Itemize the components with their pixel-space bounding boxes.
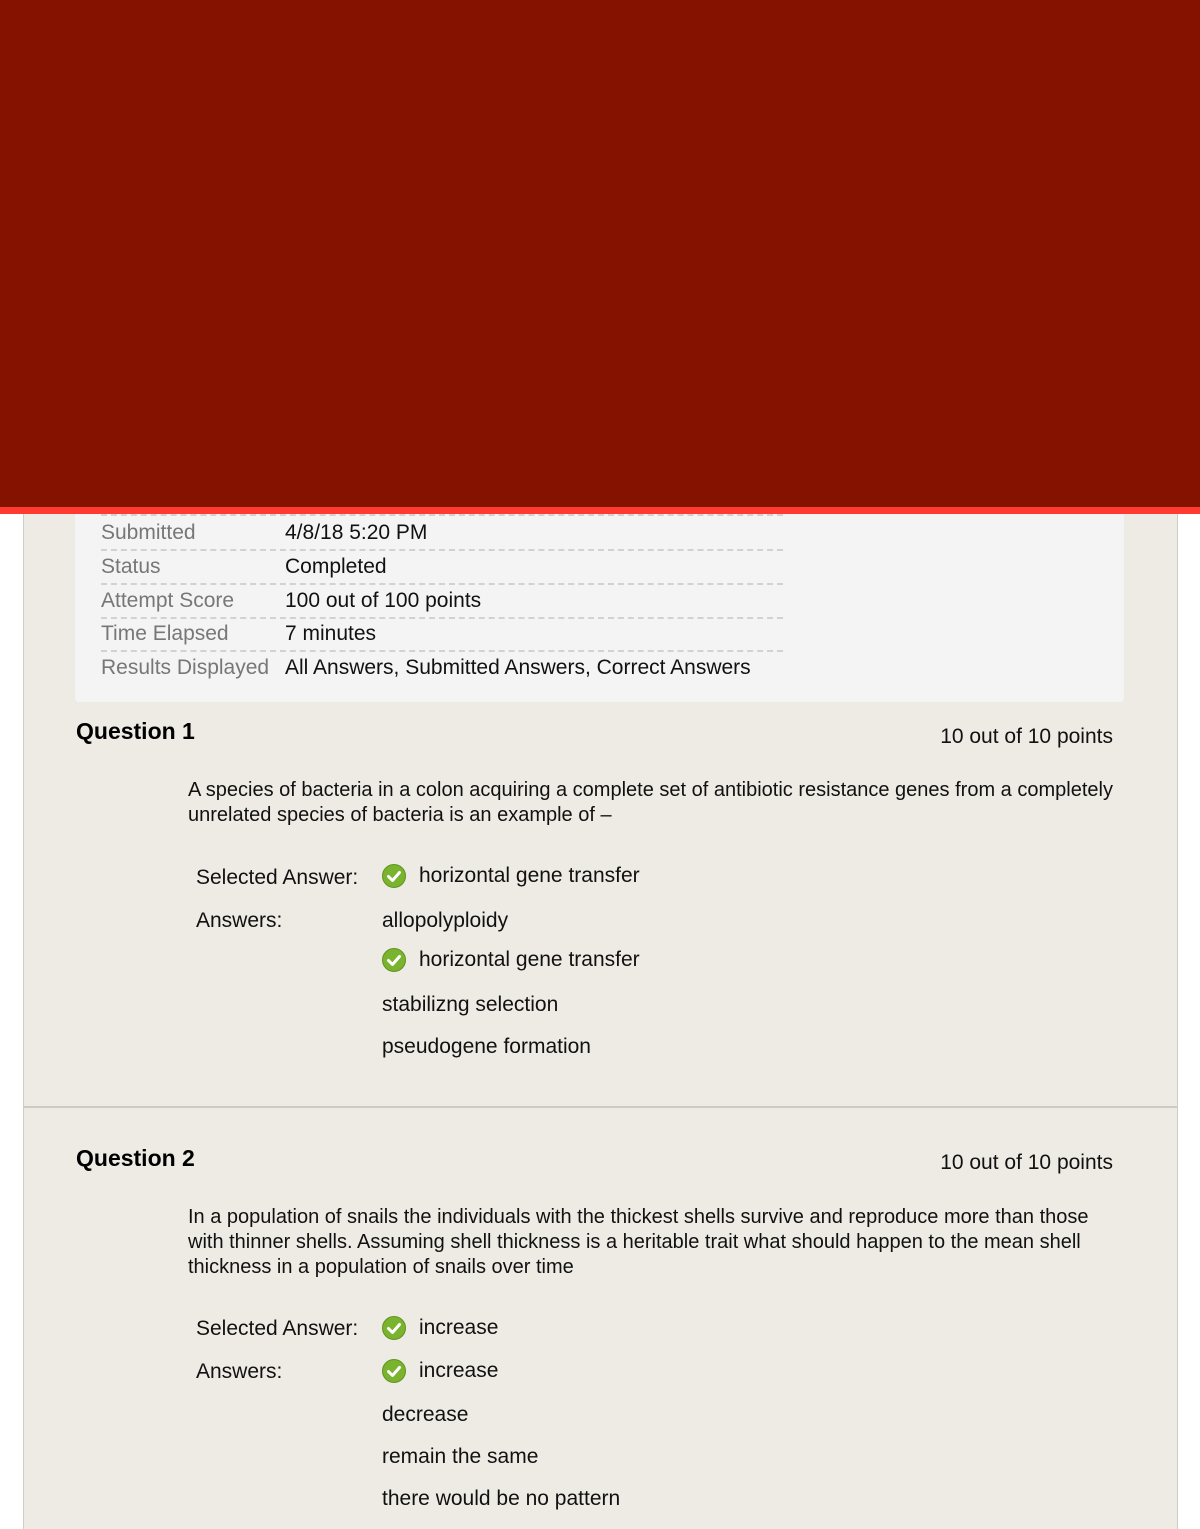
check-circle-icon (382, 948, 406, 972)
question-divider (23, 1106, 1177, 1108)
answer-option-text: stabilizng selection (382, 993, 559, 1016)
answer-option (382, 1403, 468, 1427)
selected-answer-label: Selected Answer: (196, 1317, 359, 1340)
answer-option-text: remain the same (382, 1445, 539, 1468)
question-1-text: A species of bacteria in a colon acquiring a complete set of antibiotic resistance genes from a completely unrelated species of bacteria is an example of – (188, 779, 1113, 826)
summary-label: Status (101, 555, 161, 578)
summary-row-attempt-score (101, 584, 783, 619)
question-1-title: Question 1 (76, 718, 195, 744)
summary-row-submitted (101, 516, 783, 551)
selected-answer-text: increase (419, 1316, 499, 1339)
header-banner (0, 0, 1200, 507)
answer-option-correct (382, 1359, 498, 1383)
question-2-points: 10 out of 10 points (940, 1151, 1113, 1174)
answer-option (382, 1487, 620, 1511)
summary-row-time-elapsed (101, 617, 783, 652)
answer-option-text: pseudogene formation (382, 1035, 591, 1058)
answer-option (382, 1035, 591, 1059)
answer-option-text: horizontal gene transfer (419, 948, 640, 971)
summary-row-status (101, 550, 783, 585)
answer-option (382, 909, 508, 933)
selected-answer-label: Selected Answer: (196, 866, 359, 889)
summary-value: 100 out of 100 points (285, 589, 482, 612)
summary-value: Completed (285, 555, 387, 578)
answer-option (382, 993, 558, 1017)
selected-answer (382, 864, 640, 888)
summary-row-results-displayed (101, 651, 783, 684)
answers-label: Answers: (196, 909, 283, 932)
summary-value: 4/8/18 5:20 PM (285, 521, 428, 544)
summary-label: Time Elapsed (101, 622, 229, 645)
answer-option-text: decrease (382, 1403, 469, 1426)
check-circle-icon (382, 1316, 406, 1340)
selected-answer (382, 1316, 498, 1340)
question-1-points: 10 out of 10 points (940, 725, 1113, 748)
answer-option-text: there would be no pattern (382, 1487, 621, 1510)
summary-value: All Answers, Submitted Answers, Correct Answers (285, 656, 751, 679)
summary-label: Submitted (101, 521, 196, 544)
answer-option-text: allopolyploidy (382, 909, 509, 932)
answer-option-correct (382, 948, 640, 972)
answers-label: Answers: (196, 1360, 283, 1383)
question-2-text: In a population of snails the individuals with the thickest shells survive and reproduce more than those with thinner shells. Assuming shell thickness is a heritable trait what should happen to the mean shell thickness in a population of snails over time (188, 1206, 1089, 1278)
selected-answer-text: horizontal gene transfer (419, 864, 640, 887)
answer-option-text: increase (419, 1359, 499, 1382)
summary-label: Attempt Score (101, 589, 235, 612)
summary-value: 7 minutes (285, 622, 377, 645)
question-2-title: Question 2 (76, 1145, 195, 1171)
check-circle-icon (382, 1359, 406, 1383)
answer-option (382, 1445, 538, 1469)
header-accent-stripe (0, 507, 1200, 514)
summary-label: Results Displayed (101, 656, 270, 679)
check-circle-icon (382, 864, 406, 888)
